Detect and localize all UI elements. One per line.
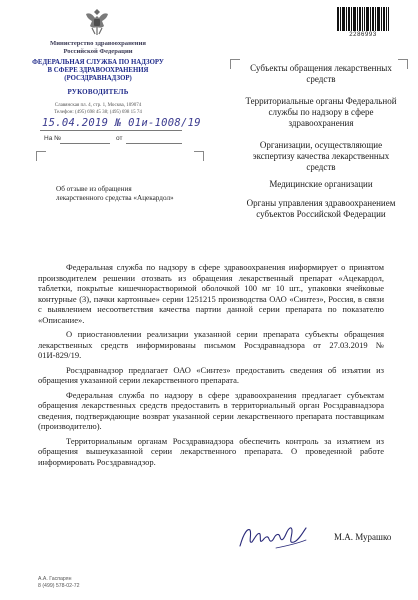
service-line: ФЕДЕРАЛЬНАЯ СЛУЖБА ПО НАДЗОРУ [32, 59, 164, 66]
recipient: Медицинские организации [269, 179, 373, 189]
service-line: В СФЕРЕ ЗДРАВООХРАНЕНИЯ [47, 67, 149, 74]
ministry-line: Министерство здравоохранения [50, 40, 146, 47]
executor-info [38, 576, 80, 590]
ministry-name [10, 40, 186, 56]
body-paragraph: Росздравнадзор предлагает ОАО «Синтез» предоставить сведения об изъятии из обращения указанной серии лекарственного препарата. [38, 364, 384, 385]
barcode [337, 7, 389, 31]
signer-name: М.А. Мурашко [334, 532, 392, 542]
body-paragraph: Территориальным органам Росздравнадзора обеспечить контроль за изъятием из обращения вышеуказанной серии лекарственного препарата. О проведенной работе информировать Росздравнадзор. [38, 435, 384, 467]
letter-subject: Об отзыве из обращения лекарственного средства «Ацекардол» [56, 185, 174, 202]
service-line: (РОСЗДРАВНАДЗОР) [64, 75, 132, 82]
date-underline [40, 130, 182, 131]
recipient: Территориальные органы Федеральной службы по надзору в сфере здравоохранения [245, 96, 397, 128]
reference-number-line [60, 143, 110, 144]
service-name [10, 59, 186, 83]
barcode-number: 2286993 [349, 32, 377, 38]
body-paragraph: Федеральная служба по надзору в сфере здравоохранения информирует о принятом производителем решении отозвать из обращения лекарственный препарат «Ацекардол, таблетки, покрытые кишечнорастворимой оболочкой 100 мг 10 шт., упаковки ячейковые контурные (3), пачки картонные» серии 1251215 производства ОАО «Синтез», Россия, в связи с выявлением несоответствия качества партии данной серии препарата по показателю «Описание». [38, 262, 384, 325]
reference-date-line [126, 143, 182, 144]
executor-phone: 8 (499) 578-02-72 [38, 583, 80, 589]
recipient: Субъекты обращения лекарственных средств [250, 63, 392, 84]
body-paragraph: Федеральная служба по надзору в сфере здравоохранения предлагает субъектам обращения лекарственных средств предоставить в территориальный орган Росздравнадзора сведения, подтверждающие возврат указанной серии лекарственного препарата поставщикам (производителю). [38, 389, 384, 431]
head-label: РУКОВОДИТЕЛЬ [67, 88, 129, 96]
corner-mark [230, 59, 240, 69]
ministry-line: Российской Федерации [63, 48, 133, 55]
reference-date-label: от [116, 135, 123, 142]
reference-number-label: На № [44, 135, 62, 142]
address-block [10, 102, 186, 116]
address-line: Славянская пл. 4, стр. 1, Москва, 109074 [54, 103, 142, 108]
executor-name: А.А. Гаспарян [38, 576, 72, 582]
letter-body [38, 262, 384, 471]
state-emblem-icon [82, 6, 112, 38]
signature-icon [236, 522, 310, 552]
handwritten-date-number: 15.04.2019 № 01и-1008/19 [42, 117, 201, 129]
recipient: Организации, осуществляющие экспертизу качества лекарственных средств [252, 140, 390, 172]
corner-mark [194, 151, 204, 161]
corner-mark [36, 151, 46, 161]
recipient: Органы управления здравоохранением субъектов Российской Федерации [246, 198, 396, 219]
body-paragraph: О приостановлении реализации указанной серии препарата субъекты обращения лекарственных средств информированы письмом Росздравнадзора от 27.03.2019 № 01И-829/19. [38, 329, 384, 360]
address-line: Телефон: (495) 698 45 38; (495) 698 15 74 [54, 110, 142, 115]
